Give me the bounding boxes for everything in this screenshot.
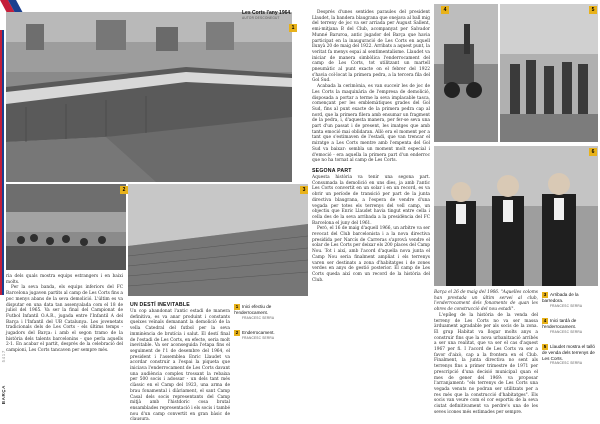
caption-1-badge: 1 [235,304,239,309]
brand-label: BARÇA [1,385,6,405]
caption-1-text: Inici efectiu de l'enderrocament. [234,304,272,315]
photo-stadium-aerial [6,12,292,182]
caption-4-badge: 4 [543,318,547,323]
caption-3-credit: FRANCESC SERRA [550,303,583,308]
photo-demolition-crowd [6,184,126,270]
caption-5-credit: FRANCESC SERRA [550,361,583,366]
photo-officials [434,146,598,286]
caption-2 [234,330,304,342]
caption-3 [542,292,598,309]
caption-3-badge: 3 [543,292,547,297]
col1-paragraph-1: ria dels quals mostra equips estrangers i en baixi molts. [6,274,123,285]
caption-1-credit: FRANCESC SERRA [242,315,275,320]
col3-heading: SEGONA PART [312,167,352,174]
text-column-3 [312,10,430,420]
caption-4 [542,318,598,335]
top-caption [242,10,292,20]
photo-number-1: 1 [289,24,297,32]
photo-ceremony [500,4,598,142]
col3-paragraph-2: Acabada la cerimònia, es van succeir les de joc de Les Corts la maquinària de l'empresa de demolició, disposada a portar a terme la seva implacable tasca, començant per les emblemàtiques grades del Gol Sud, fins al punt exacte de la primera pedra cap al nord, que la primera filera amb ensumar un fragment de la pedra, i, d'aquesta manera, per fer-se seva una part d'un passat i de present, les imatges que amb tanta emoció mai oblidaran. Allò era el moment per a tant que s'estimaven de l'estadi, que van trencar el miratge a Les Corts mentre amb l'empenta del Gol Sud va baixar: sembla un moment molt especial i d'emoció - era aquella la primera part d'un enderroc que no ha tornat al camp de Les Corts. [312,84,430,164]
caption-3-text: Arribada de la barredora. [542,292,579,303]
top-caption-credit: AUTOR DESCONEGUT [242,16,280,20]
photo-number-4: 4 [441,6,449,14]
page-number: 5417 [1,350,6,363]
col1-paragraph-2: Per la seva banda, els equips inferiors del FC Barcelona jugaven partits al camp de Les Corts fins a poc menys abans de la seva demolició. L'últim es va disputar en una data tan assenyalada com el 18 de juliol del 1965. Va ser la final del Campionat de Futbol Infantil O.A.R., jugada entre l'Infantil A del Barça i l'Infantil del UB Catalunya. Les jovenetats tradicionals dels de Les Corts - els últims temps - jugadors del Barça: i amb el segon tramo de la història dels talents barcelonins - que perla aquells 2-1. En acabar el partit, després de la celebració del campioni, Les Corts tancaven per sempre més. [6,285,123,354]
caption-2-text: Enderrocament. [242,330,275,335]
caption-2-badge: 2 [235,330,239,335]
caption-2-credit: FRANCESC SERRA [242,336,275,340]
col2-paragraph-1: Un cop abandonat l'antic estadi de manera definitiva, es va anar produint i constants queixes veïnals demanant la demolició de la vella Catedral del futbol per la seva imminència de brutícia i salut. El destí final de l'estadi de Les Corts, en efecte, seria molt inevitable. Va ser aconseguida l'etapa fins el seguiment de l'1 de desembre del 1964, el president i l'assemblea Enric Llaudet va acordar construir a l'espai la piqueta que iniciava l'enderrocament de Les Corts davant una audiència complex trossant la rebaixa per 500 socis i adossar - un dels tant més clàssic en el Camp del 1923, una arma de brau fonamental i diàriament, el sant Camp Casal dels socis representants del Camp mitjà amb l'histdoric cosa brutal ensamblades representació i els socis i també nou d'un camp convertit en gran bàsic de clausura. [130,309,230,423]
photo-machinery [434,4,498,142]
caption-5-badge: 5 [543,344,547,349]
col3-paragraph-3: Aquesta història va tenir una segona part. Consumada la demolició en uns dies, ja amb l'antic Les Corts convertit en un solar i en un record, es va obrir un període de transició per part de la junta directiva blaugrana, a l'espera de vendre d'una vegada per totes els terrenys del vell camp, un objectiu que Enric Llaudet havia tingut entre cella i cella des de la seva arribada a la presidència del FC Barcelona el juny del 1961. [312,174,430,226]
left-blue-bar [2,30,4,295]
text-column-4 [434,290,538,422]
caption-5-text: Llaudet mostra el talló de venda dels terrenys de Les Corts. [542,344,595,361]
col4-paragraph-1: Barça el 26 de maig del 1966. "Aquelles coloms han prestada un últim servei al club, l'enderrocament dels fonaments de quan les obres de construcció del nou estadi". [434,290,538,313]
photo-number-3: 3 [300,186,308,194]
photo-number-2: 2 [120,186,128,194]
col2-heading: UN DESTÍ INEVITABLE [130,302,190,308]
top-caption-title: Les Corts l'any 1964. [242,10,292,16]
text-column-2 [130,298,230,422]
photo-number-5: 5 [589,6,597,14]
col4-paragraph-2: L'epíleg de la història de la venda del terreny de Les Corts no va ser massa àrduament agradable per als socis de la zona. El grup Habitat va llogar molts anys a construir fins que la nova urbanització arribés a ser una realitat, que va ser el cas d'aquest 1967 per fi. I l'acord de Les Corts va ser a favor d'això, cap a la frontera en el Club. Finalment, la junta directiva no sent als terrenys fins a primer trimestre de 1971 per prescripció d'una decisió municipal quan el mes de gener del 1969: va proposar l'arranjament: "els terrenys de Les Corts una vegada venuts no podran ser utilitzats per a res més que la construcció d'habitatges". Els socis van veure com el cor esportiu de la seva ciutat definitivament va perdre's una de les seves icones més estimades per sempre. [434,312,538,415]
caption-4-credit: FRANCESC SERRA [550,329,583,334]
col3-paragraph-1: Després d'unes sentides paraules del president Llaudet, la bandera blaugrana que onejava al ball mig del terreny de joc va ser arriada per August Sallent, emi-mitjana B del Club, acompanyat per Salvador Munné Baruroa, antic jugador del Barça que havia participat en la inauguració de Les Corts en aquell llunyà 20 de maig del 1922. Arribats a aquest punt, la veritat fa menys espai al sentimentalisme. Llaudet va iniciar de manera simbòlica l'enderrocament del camp de Les Corts, tot utilitzant un martell pneumàtic al punt exacte on el febrer del 1922 s'havia col·locat la primera pedra, a la tercera fila del Gol Sud. [312,10,430,84]
caption-1 [234,304,304,321]
photo-stands-view [128,184,308,296]
text-column-1 [6,274,123,422]
photo-number-6: 6 [589,148,597,156]
col3-paragraph-4: Però, el 16 de maig d'aquell 1966, un arbitre va ser revocat del Club barcelonista i a la nova directiva presidida per Narcís de Carreras s'aprovà vendre el solar de Les Corts per deixar els 200 places del Camp Nou. Tot i així, amb l'acord d'aquella nova junta el Camp Nou seria finalment ampliat i els terrenys varen ser destinats a zona d'habitatges i de zones verdes en anys de gestió posterior. El camp de Les Corts queda així com un record de la història del Club. [312,226,430,283]
caption-5 [542,344,598,367]
caption-4-text: Inici tardà de l'enderrocament. [542,318,577,329]
